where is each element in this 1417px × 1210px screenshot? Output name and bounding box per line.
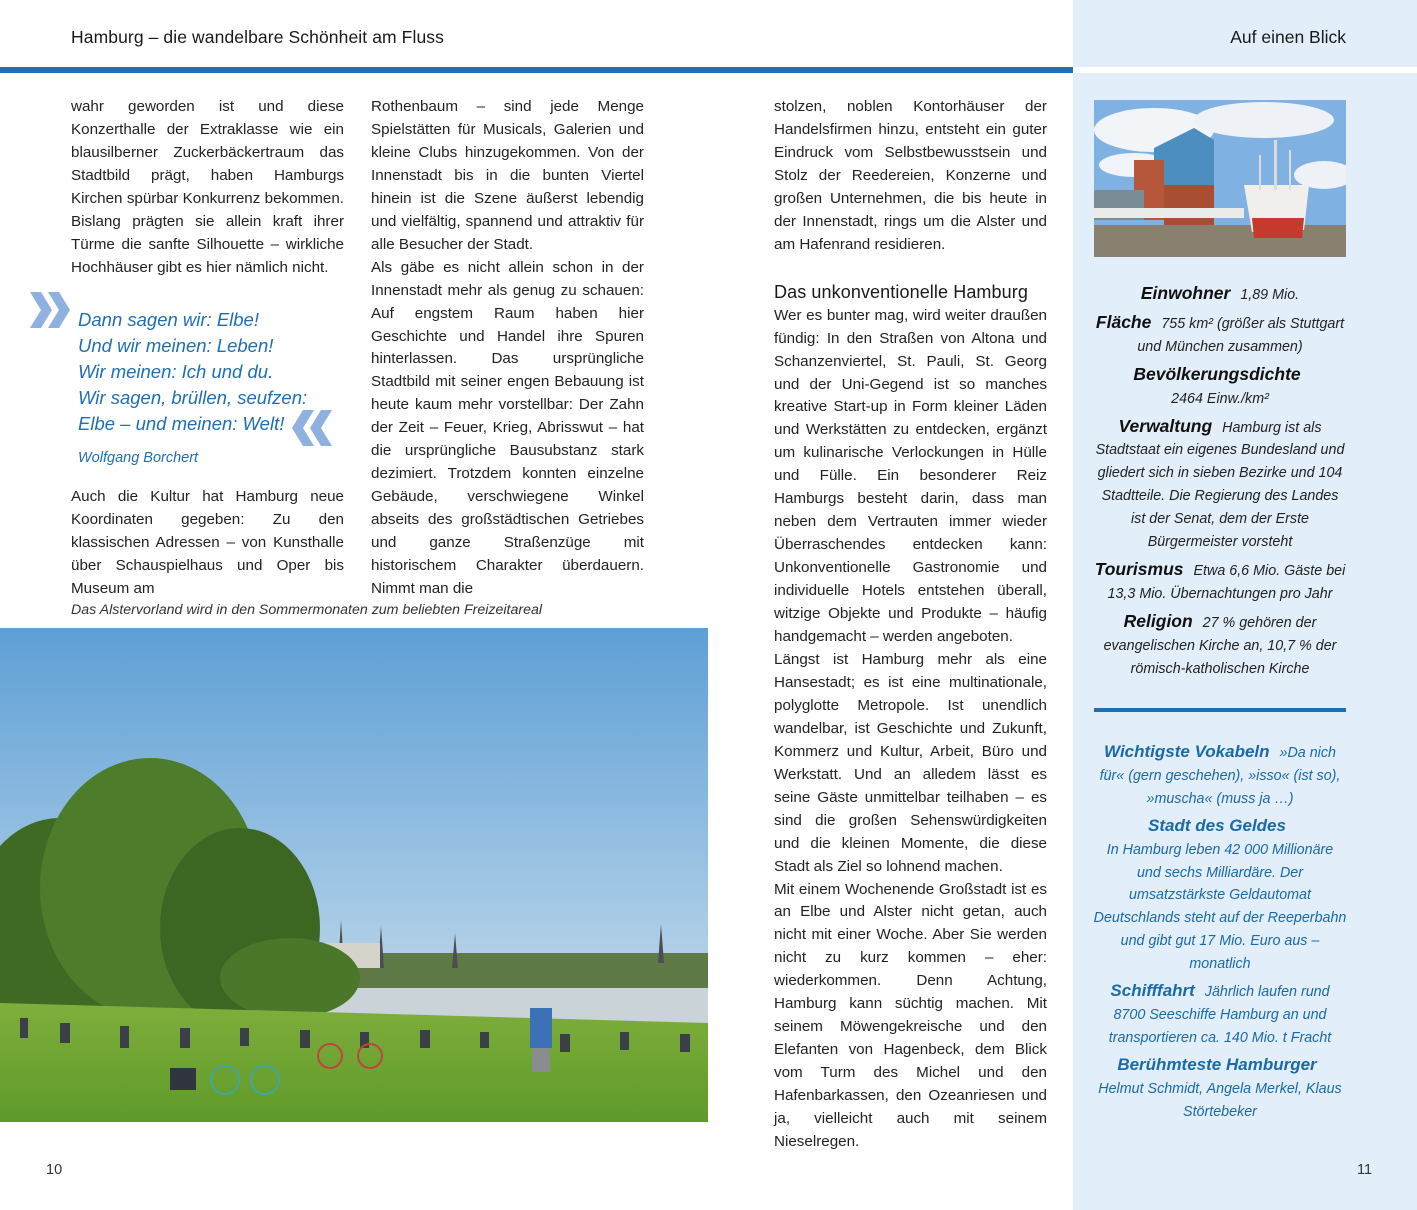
trivia-text: In Hamburg leben 42 000 Millionäre und sechs Milliardäre. Der umsatzstärkste Geldautomat Deutschlands steht auf der Reeperbahn und gibt gut 17 Mio. Euro aus – monatlich (1093, 841, 1347, 973)
paragraph: Als gäbe es nicht allein schon in der Innenstadt mehr als genug zu schauen: Auf engstem Raum haben hier Geschichte und Handel ihre Spuren hinterlassen. Das ursprüngliche Stadtbild mit seiner engen Bebauung ist heute kaum mehr vorstellbar: Der Zahn der Zeit – Feuer, Krieg, Abrisswut – hat die ursprüngliche Bausubstanz stark dezimiert. Trotzdem konnten einzelne Gebäude, verschwiegene Winkel abseits des großstädtischen Getriebes und ganze Straßenzüge mit historischem Charakter überdauern. Nimmt man die (371, 258, 644, 598)
fact-item (1093, 311, 1347, 359)
running-head-left: Hamburg – die wandelbare Schönheit am Fluss (71, 27, 444, 47)
elbphilharmonie-photo (1094, 100, 1346, 257)
text-column-1 (71, 96, 344, 280)
quote-line: Wir meinen: Ich und du. (78, 361, 274, 382)
photo-caption: Das Alstervorland wird in den Sommermonaten zum beliebten Freizeitareal (71, 602, 543, 618)
trivia-text: Helmut Schmidt, Angela Merkel, Klaus Störtebeker (1098, 1080, 1342, 1120)
paragraph: Wer es bunter mag, wird weiter draußen fündig: In den Straßen von Altona und Schanzenviertel, St. Pauli, St. Georg und der Uni-Gegend ist so manches kreative Start-up in Form kleiner Läden und Werkstätten zu entdecken, ergänzt um kulinarische Verlockungen in Hülle und Fülle. Ein besonderer Reiz Hamburgs besteht darin, dass man neben dem Vertrauten immer wieder Überraschendes entdecken kann: Unkonventionelle Gastronomie und individuelle Hotels entstehen überall, witzige Objekte und Produkte – häufig handgemacht – werden angeboten. (774, 306, 1047, 646)
paragraph: Mit einem Wochenende Großstadt ist es an Elbe und Alster nicht getan, auch nicht mit einer Woche. Aber Sie werden nicht zu kurz kommen – eher: wiederkommen. Denn Achtung, Hamburg kann süchtig machen. Mit seinem Möwengekreische und den Elefanten von Hagenbeck, dem Blick vom Turm des Michel und den Hafenbarkassen, den Ozeanriesen und ja, vielleicht auch mit seinem Nieselregen. (774, 880, 1047, 1150)
trivia-list (1093, 741, 1347, 1128)
fact-item (1093, 558, 1347, 606)
fact-item (1093, 363, 1347, 411)
fact-term: Religion (1123, 610, 1193, 631)
guillemet-left-icon (292, 410, 338, 446)
paragraph: Auch die Kultur hat Hamburg neue Koordinaten gegeben: Zu den klassischen Adressen – von Kunsthalle über Schauspielhaus und Oper bis Museum am (71, 488, 344, 597)
text-column-1-continued (71, 486, 344, 601)
running-head-right: Auf einen Blick (1230, 27, 1346, 47)
sidebar-divider (1094, 708, 1346, 712)
fact-text: 1,89 Mio. (1240, 287, 1300, 303)
trivia-item (1093, 815, 1347, 976)
quote-author: Wolfgang Borchert (78, 450, 199, 466)
fact-text: Etwa 6,6 Mio. Gäste bei 13,3 Mio. Übernachtungen pro Jahr (1107, 562, 1346, 602)
fact-term: Tourismus (1094, 558, 1184, 579)
trivia-text: »Da nich für« (gern geschehen), »isso« (ist so), »muscha« (muss ja …) (1099, 745, 1341, 807)
trivia-text: Jährlich laufen rund 8700 Seeschiffe Hamburg an und transportieren ca. 140 Mio. t Fracht (1108, 984, 1332, 1046)
header-rule (0, 67, 1073, 73)
page-number-left: 10 (46, 1162, 63, 1178)
section-heading: Das unkonventionelle Hamburg (774, 281, 1028, 302)
trivia-term: Stadt des Geldes (1148, 815, 1286, 835)
paragraph: stolzen, noblen Kontorhäuser der Handelsfirmen hinzu, entsteht ein guter Eindruck vom Selbstbewusstsein und Stolz der Reedereien, Konzerne und großen Unternehmen, die bis heute in der Innenstadt, rings um die Alster und am Hafenrand residieren. (774, 98, 1047, 253)
text-column-3 (774, 96, 1047, 1154)
quote-line: Dann sagen wir: Elbe! (78, 309, 259, 330)
fact-text: Hamburg ist als Stadtstaat ein eigenes Bundesland und gliedert sich in sieben Bezirke und 104 Stadtteile. Die Regierung des Landes ist der Senat, dem der Erste Bürgermeister vorsteht (1095, 419, 1345, 551)
quote-line: Elbe – und meinen: Welt! (78, 413, 285, 434)
harbor-scene-image (1094, 100, 1346, 257)
fact-term: Verwaltung (1118, 415, 1213, 436)
quote-line: Wir sagen, brüllen, seufzen: (78, 387, 308, 408)
fact-term: Einwohner (1140, 283, 1231, 303)
quote-line: Und wir meinen: Leben! (78, 335, 274, 356)
park-scene-image (0, 628, 708, 1122)
paragraph: wahr geworden ist und diese Konzerthalle der Extraklasse wie ein blausilberner Zuckerbäckertraum das Stadtbild prägt, haben Hamburgs Kirchen spürbar Konkurrenz bekommen. Bislang prägten sie allein kraft ihrer Türme die sanfte Silhouette – wirkliche Hochhäuser gibt es hier nämlich nicht. (71, 98, 344, 276)
quote-text (78, 307, 307, 437)
facts-list (1093, 282, 1347, 685)
fact-item (1093, 415, 1347, 554)
fact-text: 2464 Einw./km² (1171, 390, 1269, 407)
trivia-term: Wichtigste Vokabeln (1104, 742, 1270, 761)
paragraph: Längst ist Hamburg mehr als eine Hansestadt; es ist eine multinationale, polyglotte Metropole. Ist unendlich wandelbar, ist Geschichte und Zukunft, Kommerz und Kultur, Arbeit, Büro und Werkstatt. Und an alledem lässt es seine Gäste unmittelbar teilhaben – es sind die großen Sehenswürdigkeiten und die kleinen Momente, die diese Stadt als Ziel so lohnend machen. (774, 650, 1047, 875)
fact-item (1093, 282, 1347, 307)
trivia-term: Berühmteste Hamburger (1117, 1054, 1317, 1074)
text-column-2 (371, 96, 644, 601)
sidebar-header-rule (1073, 67, 1417, 73)
trivia-item (1093, 1054, 1347, 1124)
trivia-item (1093, 741, 1347, 811)
fact-term: Fläche (1095, 311, 1152, 332)
page-number-right: 11 (1357, 1162, 1373, 1178)
fact-text: 27 % gehören der evangelischen Kirche an, 10,7 % der römisch-katholischen Kirche (1103, 614, 1337, 677)
alstervorland-photo (0, 628, 708, 1122)
fact-term: Bevölkerungsdichte (1133, 363, 1301, 384)
trivia-term: Schifffahrt (1110, 981, 1195, 1001)
paragraph: Rothenbaum – sind jede Menge Spielstätten für Musicals, Galerien und kleine Clubs hinzugekommen. Von der Innenstadt bis in die bunten Viertel hinein ist die Szene äußerst lebendig und vielfältig, spannend und attraktiv für alle Besucher der Stadt. (371, 98, 644, 253)
fact-text: 755 km² (größer als Stuttgart und München zusammen) (1137, 315, 1345, 355)
trivia-item (1093, 980, 1347, 1050)
guillemet-right-icon (30, 292, 76, 328)
fact-item (1093, 610, 1347, 681)
